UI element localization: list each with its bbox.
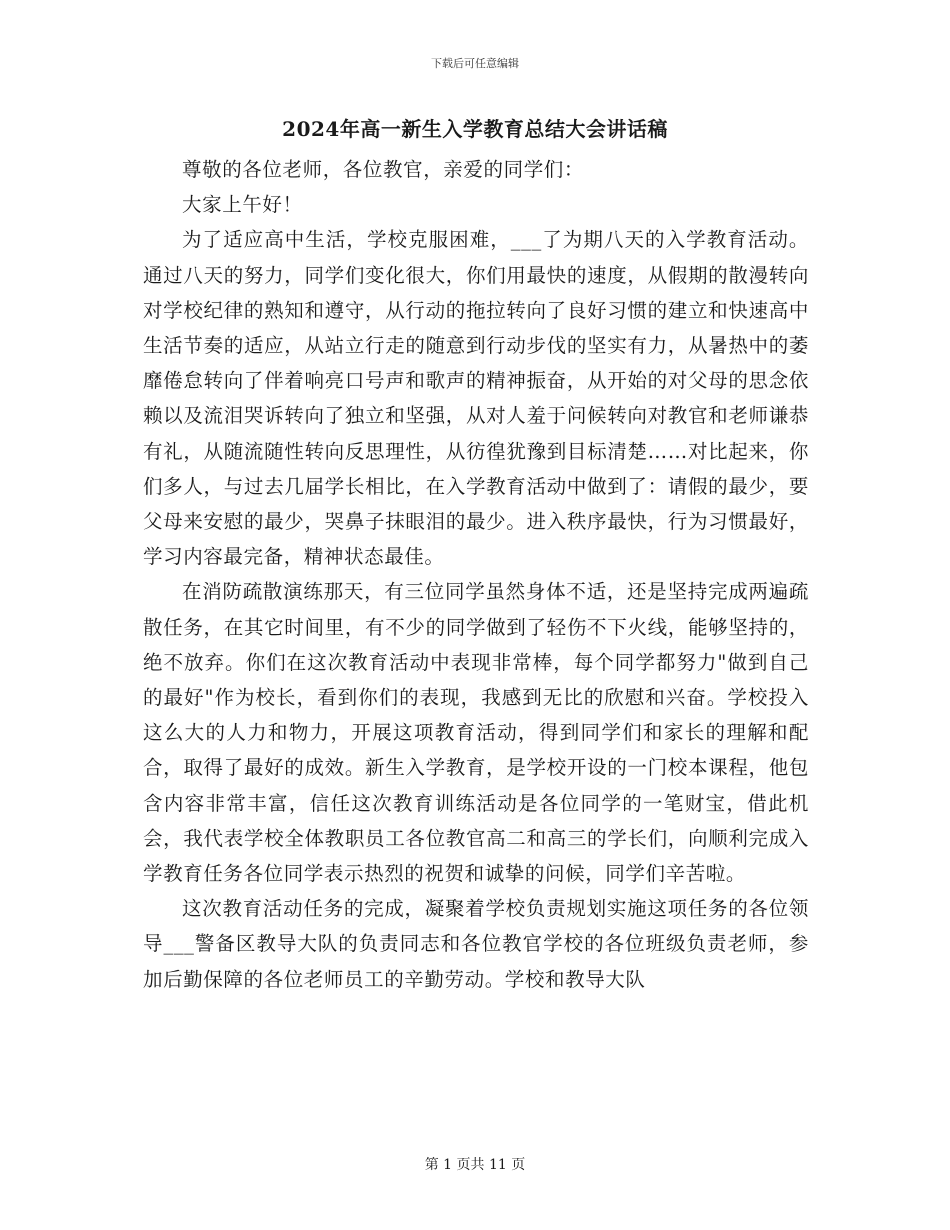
body-paragraph-1: 为了适应高中生活，学校克服困难，___了为期八天的入学教育活动。通过八天的努力，同学们变化很大，你们用最快的速度，从假期的散漫转向对学校纪律的熟知和遵守，从行动的拖拉转向了良好习惯的建立和快速高中生活节奏的适应，从站立行走的随意到行动步伐的坚实有力，从暑热中的萎靡倦怠转向了伴着响亮口号声和歌声的精神振奋，从开始的对父母的思念依赖以及流泪哭诉转向了独立和坚强，从对人羞于问候转向对教官和老师谦恭有礼，从随流随性转向反思理性，从彷徨犹豫到目标清楚……对比起来，你们多人，与过去几届学长相比，在入学教育活动中做到了：请假的最少，要父母来安慰的最少，哭鼻子抹眼泪的最少。进入秩序最快，行为习惯最好，学习内容最完备，精神状态最佳。 bbox=[143, 228, 809, 569]
header-note: 下载后可任意编辑 bbox=[431, 57, 519, 70]
document-title: 2024年高一新生入学教育总结大会讲话稿 bbox=[282, 117, 668, 141]
salutation-paragraph: 尊敬的各位老师，各位教官，亲爱的同学们： bbox=[182, 158, 585, 181]
document-body bbox=[143, 152, 809, 997]
body-paragraph-2: 在消防疏散演练那天，有三位同学虽然身体不适，还是坚持完成两遍疏散任务，在其它时间里，有不少的同学做到了轻伤不下火线，能够坚持的，绝不放弃。你们在这次教育活动中表现非常棒，每个同学都努力"做到自己的最好"作为校长，看到你们的表现，我感到无比的欣慰和兴奋。学校投入这么大的人力和物力，开展这项教育活动，得到同学们和家长的理解和配合，取得了最好的成效。新生入学教育，是学校开设的一门校本课程，他包含内容非常丰富，信任这次教育训练活动是各位同学的一笔财宝，借此机会，我代表学校全体教职员工各位教官高二和高三的学长们，向顺利完成入学教育任务各位同学表示热烈的祝贺和诚挚的问候，同学们辛苦啦。 bbox=[143, 580, 809, 886]
greeting-paragraph: 大家上午好！ bbox=[182, 193, 303, 217]
body-paragraph-3: 这次教育活动任务的完成，凝聚着学校负责规划实施这项任务的各位领导___警备区教导大队的负责同志和各位教官学校的各位班级负责老师，参加后勤保障的各位老师员工的辛勤劳动。学校和教导大队 bbox=[143, 897, 809, 991]
page-number: 第 1 页共 11 页 bbox=[424, 1157, 526, 1173]
